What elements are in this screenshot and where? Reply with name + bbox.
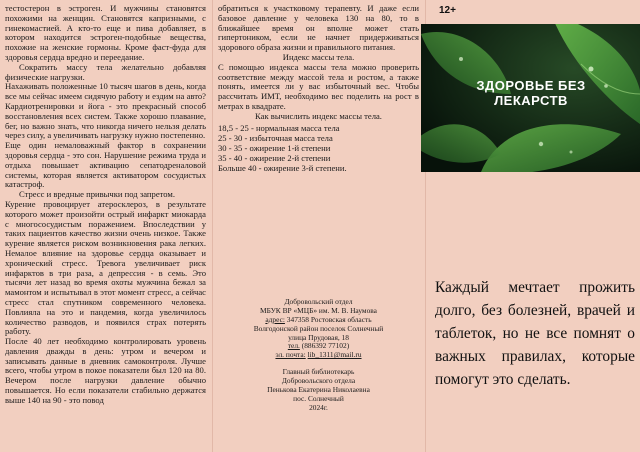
- signature-dept: Добровольского отдела: [281, 376, 356, 385]
- signature-year: 2024г.: [309, 402, 328, 412]
- cover-title: [466, 79, 596, 109]
- signature-title: Главный библиотекарь: [282, 367, 355, 377]
- middle-article: [218, 4, 419, 173]
- bmi-range-item: 18,5 - 25 - нормальная масса тела: [218, 122, 340, 133]
- bmi-range-item: 35 - 40 - ожирение 2-й степени: [218, 152, 331, 163]
- address-district: Волгодонской район поселок Солнечный: [253, 323, 384, 333]
- middle-panel: [212, 0, 425, 452]
- paragraph-bmi: С помощью индекса массы тела можно проверить соответствие между массой тела и ростом, а также понять, имеется ли у вас избыточный вес. Чтобы рассчитать ИМТ, необходимо вес поделить на рост в метрах в квадрате.: [218, 61, 419, 111]
- cover-image: [421, 24, 640, 172]
- heading-bmi: Индекс массы тела.: [282, 51, 355, 62]
- paragraph-exercise: Нахаживать положенные 10 тысяч шагов в день, когда все мы сейчас имеем сидячую работу и ездим на авто? Кардиотренировки и йога - это прекрасный способ восстановления всех систем. Также хорошо плавание, бег, но важно знать, что никогда ничего нельзя делать через силу, а увеличивать нагрузку нужно постепенно.: [5, 81, 206, 141]
- bmi-range-item: Больше 40 - ожирение 3-й степени.: [218, 163, 347, 174]
- signature-place: пос. Солнечный: [293, 393, 344, 403]
- paragraph-stress-heading: Стресс и вредные привычки под запретом.: [19, 189, 176, 200]
- email-line: [218, 351, 419, 360]
- org-full-name: МБУК ВР «МЦБ» им. М. В. Наумова: [260, 305, 377, 315]
- signature-name: Пенькова Екатерина Николаевна: [267, 384, 370, 394]
- paragraph-sleep: Еще один немаловажный фактор в сохранении здоровья сердца - это сон. Нарушение режима труда и отдыха повышает активацию сепатодреналовой системы, которая является активатором сосудистых катастроф.: [5, 140, 206, 190]
- address-value: 347358 Ростовская область: [286, 314, 372, 324]
- address-street: улица Прудовая, 18: [288, 332, 349, 342]
- paragraph-therapist: обратиться к участковому терапевту. И даже если базовое давление у человека 130 на 80, то в ближайшее время он вполне может стать гипертоником, если не начнет придерживаться здорового образа жизни и правильного питания.: [218, 3, 419, 53]
- address-label: адрес:: [265, 314, 285, 324]
- age-rating-badge: 12+: [439, 5, 456, 16]
- slogan-text: Каждый мечтает прожить долго, без болезней, врачей и таблеток, но не все помнят о важных правилах, которые помогут это сделать.: [435, 279, 635, 389]
- heading-bmi-calc: Как вычислить индекс массы тела.: [255, 110, 382, 121]
- paragraph-weight: Сократить массу тела желательно добавляя физические нагрузки.: [5, 61, 206, 82]
- left-panel: [0, 0, 212, 452]
- paragraph-smoking: Курение провоцирует атеросклероз, в результате которого может произойти острый инфаркт миокарда с многососудистым поражением. Впоследствии у таких пациентов качество жизни очень низкое. Также курение является риском возникновения рака легких. Немалое влияние на здоровье сердца оказывает и хронический стресс. Тревога увеличивает риск инфарктов в три раза, а депрессия - в семь. Это тысячи лет назад во время охоты мужчина бежал за мамонтом и испытывал в этот момент стресс, а сейчас стресс стал спутником современного человека. Повлияла на это и пандемия, когда увеличилось количество разводов, и появился страх потерять работу.: [5, 198, 206, 337]
- bmi-range-item: 25 - 30 - избыточная масса тела: [218, 132, 333, 143]
- email-link[interactable]: lib_1311@mail.ru: [307, 350, 362, 360]
- phone-label: тел.: [287, 341, 300, 351]
- paragraph-pressure: После 40 лет необходимо контролировать уровень давления дважды в день: утром и вечером и записывать данные в дневник самоконтроля. Лучше всего, чтобы утром в покое показатели был 120 на 80. Вечером после нагрузки давление обычно повышается. Но если показатели стабильно держатся выше 140 на 90 - это повод: [5, 336, 206, 405]
- bmi-ranges-list: [218, 123, 419, 174]
- org-name: Добровольский отдел: [284, 297, 353, 306]
- email-label: эл. почта:: [275, 350, 306, 360]
- left-article: [5, 4, 206, 406]
- cover-title-line1: ЗДОРОВЬЕ БЕЗ: [476, 78, 586, 93]
- library-contacts: [218, 298, 419, 413]
- paragraph-hormones: тестостерон в эстроген. И мужчины становятся похожими на женщин. Становятся капризными, с гинекомастией. А кто-то еще и пива добавляет, в котором находится эстроген-подобные вещества, похожие на женские гормоны. Кроме фаст-фуда для здоровья сердца вредно и переедание.: [5, 3, 206, 62]
- cover-title-line2: ЛЕКАРСТВ: [494, 92, 568, 108]
- phone-value: (886392 77102): [301, 341, 350, 351]
- bmi-range-item: 30 - 35 - ожирение 1-й степени: [218, 142, 331, 153]
